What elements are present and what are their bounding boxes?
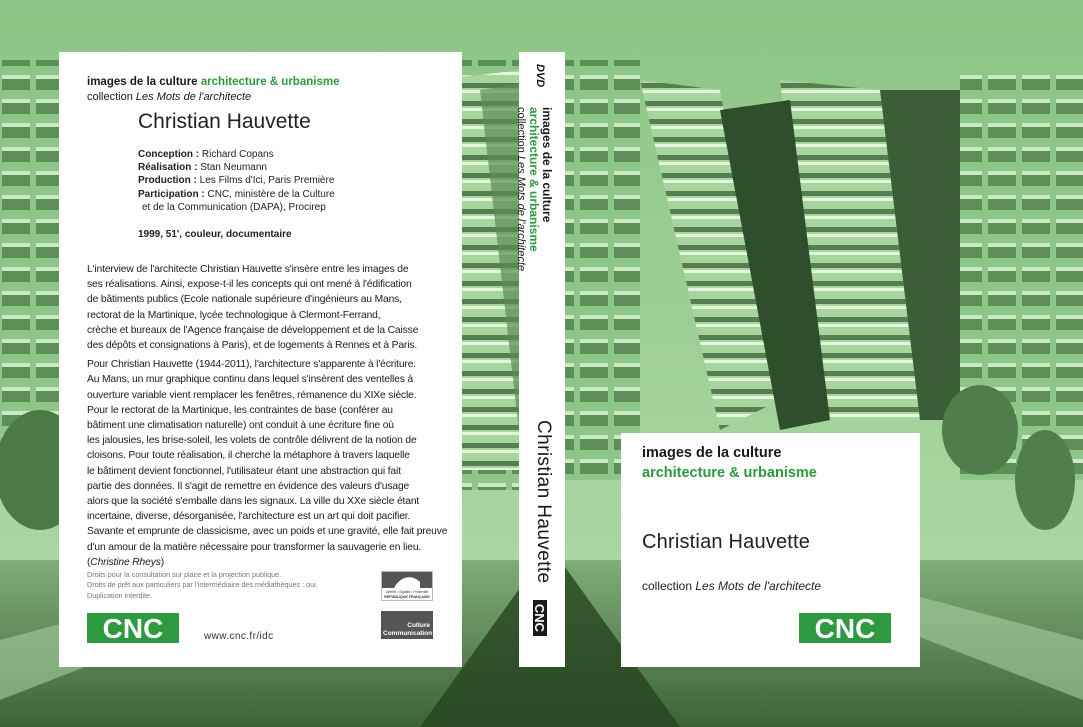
film-info: 1999, 51', couleur, documentaire — [138, 229, 292, 240]
svg-text:CNC: CNC — [102, 613, 164, 643]
dvd-spine — [515, 52, 565, 667]
svg-text:CNC: CNC — [533, 603, 547, 633]
cnc-logo — [87, 613, 179, 648]
synopsis-paragraph-1: L'interview de l'architecte Christian Hauvette s'insère entre les images de ses réalisations. Ainsi, expose-t-il les concepts qui ont mené à l'édification de bâtiments publics (Ecole nationale supérieure d'ingénieurs au Mans, rectorat de la Martinique, lycée technologique à Clermont-Ferrand, crèche et bureaux de l'Agence française de développement et de la Caisse des dépôts et consignations à Paris), et de logements à Rennes et à Paris. — [87, 264, 419, 352]
front-cover-panel — [621, 433, 920, 667]
website-url: www.cnc.fr/idc — [204, 631, 274, 642]
credit-line: Réalisation : Stan Neumann — [138, 162, 267, 174]
synopsis-paragraph-2: Pour Christian Hauvette (1944-2011), l'architecture s'apparente à l'écriture. Au Mans, un mur graphique continu dans lequel s'insèrent des ventelles à ouverture variable vient remplacer les fenêtres, rémanence du XIXe siècle. Pour le rectorat de la Martinique, les contraintes de base (conférer au bâtiment une climatisation naturelle) ont conduit à une écriture fine où les jalousies, les brise-soleil, les volets de contrôle délivrent de la notion de cloisons. Pour toute réalisation, il cherche la métaphore à travers laquelle le bâtiment devient fonctionnel, l'utilisateur étant une abstraction qui fait partie des données. Il s'agit de remettre en évidence des valeurs d'usage alors que la société s'emballe dans les signaux. La ville du XXe siècle étant incertaine, diverse, désorganisée, l'architecture est un art qui doit pacifier. Savante et emprunte de classicisme, avec un poids et une gravité, elle fait preuve d'un amour de la matière nécessaire pour transformer la sauvagerie en lieu. (Christine Rheys) — [87, 359, 448, 568]
back-title: Christian Hauvette — [138, 110, 311, 133]
back-series-accent: architecture & urbanisme — [200, 76, 340, 88]
credit-line: Participation : CNC, ministère de la Culture — [138, 188, 335, 200]
svg-text:CNC: CNC — [814, 613, 876, 643]
front-collection: collection Les Mots de l'architecte — [642, 579, 822, 593]
front-title: Christian Hauvette — [642, 531, 811, 553]
front-series: images de la culture — [642, 445, 782, 461]
front-subseries: architecture & urbanisme — [642, 465, 817, 481]
front-cnc-logo — [799, 613, 891, 648]
back-cover-panel — [59, 52, 462, 667]
spine-subseries: architecture & urbanisme — [527, 107, 541, 252]
credit-line: Production : Les Films d'Ici, Paris Première — [138, 175, 335, 187]
spine-collection: collection Les Mots de l'architecte — [515, 107, 527, 272]
credit-line: Conception : Richard Copans — [138, 149, 274, 160]
spine-title: Christian Hauvette — [533, 420, 554, 584]
credit-line-continued: et de la Communication (DAPA), Procirep — [142, 201, 326, 213]
dvd-logo: DVD — [534, 64, 546, 88]
back-collection-prefix: collection — [87, 91, 133, 103]
rights-notice: Droits pour la consultation sur place et la projection publique. Droits de prêt aux particuliers par l'intermédiaire des médiathèques : oui. Duplication interdite. — [87, 570, 318, 600]
spine-cnc-logo — [528, 600, 547, 636]
republique-francaise-logo — [381, 571, 433, 601]
synopsis-author: Christine Rheys — [90, 556, 161, 568]
spine-series: images de la culture — [540, 107, 554, 223]
synopsis — [87, 262, 457, 574]
credits-block — [138, 148, 335, 214]
ministere-culture-logo: Culture Communication — [381, 611, 433, 639]
svg-text:Liberté • Égalité • Fraternité: Liberté • Égalité • Fraternité — [385, 590, 429, 594]
back-series-prefix: images de la culture — [87, 76, 198, 88]
back-collection-line — [87, 90, 251, 104]
svg-text:RÉPUBLIQUE FRANÇAISE: RÉPUBLIQUE FRANÇAISE — [384, 595, 430, 599]
back-series-line — [87, 75, 339, 89]
back-collection-name: Les Mots de l'architecte — [135, 91, 252, 103]
